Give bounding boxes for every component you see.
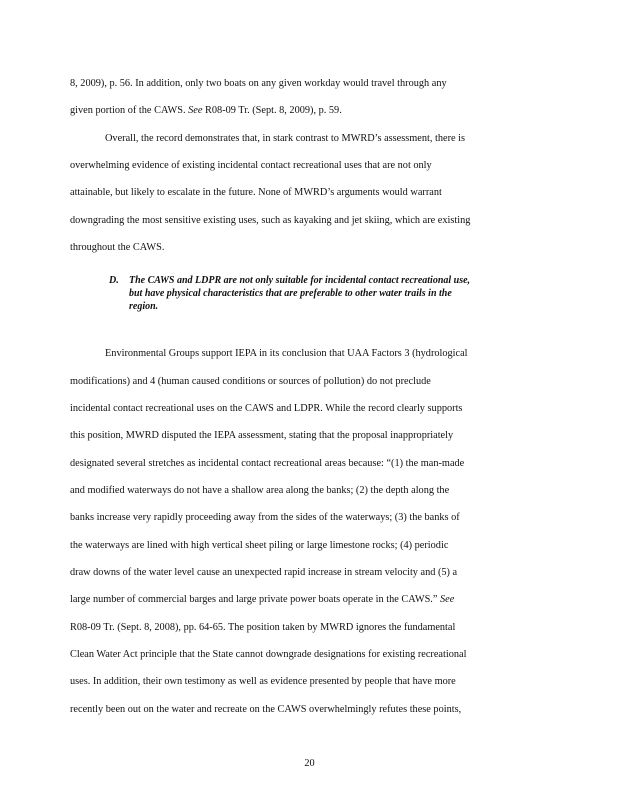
body-line-text: large number of commercial barges and large private power boats operate in the CAWS.” bbox=[70, 594, 438, 605]
citation-text: R08-09 Tr. (Sept. 8, 2009), p. 59. bbox=[205, 105, 342, 116]
page-number: 20 bbox=[304, 758, 315, 769]
body-line bbox=[70, 594, 454, 606]
body-line: Clean Water Act principle that the State cannot downgrade designations for existing recreational bbox=[70, 649, 467, 660]
body-line: 8, 2009), p. 56. In addition, only two boats on any given workday would travel through any bbox=[70, 78, 447, 89]
body-line: overwhelming evidence of existing incidental contact recreational uses that are not only bbox=[70, 160, 432, 171]
heading-line: but have physical characteristics that are preferable to other water trails in the bbox=[129, 288, 452, 299]
body-line bbox=[70, 105, 342, 117]
body-line: designated several stretches as incidental contact recreational areas because: “(1) the man-made bbox=[70, 458, 465, 469]
citation-signal: See bbox=[440, 594, 455, 605]
body-line: the waterways are lined with high vertical sheet piling or large limestone rocks; (4) periodic bbox=[70, 540, 449, 551]
body-line: incidental contact recreational uses on the CAWS and LDPR. While the record clearly supports bbox=[70, 403, 463, 414]
body-line: throughout the CAWS. bbox=[70, 242, 165, 253]
heading-letter: D. bbox=[109, 275, 119, 286]
body-line: this position, MWRD disputed the IEPA assessment, stating that the proposal inappropriately bbox=[70, 430, 454, 441]
body-line: R08-09 Tr. (Sept. 8, 2008), pp. 64-65. The position taken by MWRD ignores the fundamental bbox=[70, 622, 456, 633]
citation-signal: See bbox=[188, 105, 203, 116]
body-line: attainable, but likely to escalate in the future. None of MWRD’s arguments would warrant bbox=[70, 187, 442, 198]
body-line: Environmental Groups support IEPA in its conclusion that UAA Factors 3 (hydrological bbox=[105, 348, 468, 359]
body-line: uses. In addition, their own testimony as well as evidence presented by people that have more bbox=[70, 676, 456, 687]
section-heading bbox=[109, 275, 549, 315]
body-line: Overall, the record demonstrates that, in stark contrast to MWRD’s assessment, there is bbox=[105, 133, 466, 144]
body-line: downgrading the most sensitive existing uses, such as kayaking and jet skiing, which are existing bbox=[70, 215, 471, 226]
body-line: and modified waterways do not have a shallow area along the banks; (2) the depth along the bbox=[70, 485, 450, 496]
heading-line: The CAWS and LDPR are not only suitable for incidental contact recreational use, bbox=[129, 275, 471, 286]
heading-line: region. bbox=[129, 301, 159, 312]
body-line: recently been out on the water and recreate on the CAWS overwhelmingly refutes these points, bbox=[70, 704, 462, 715]
body-line-text: given portion of the CAWS. bbox=[70, 105, 186, 116]
body-line: modifications) and 4 (human caused conditions or sources of pollution) do not preclude bbox=[70, 376, 431, 387]
body-line: draw downs of the water level cause an unexpected rapid increase in stream velocity and (5) a bbox=[70, 567, 458, 578]
body-line: banks increase very rapidly proceeding away from the sides of the waterways; (3) the banks of bbox=[70, 512, 460, 523]
